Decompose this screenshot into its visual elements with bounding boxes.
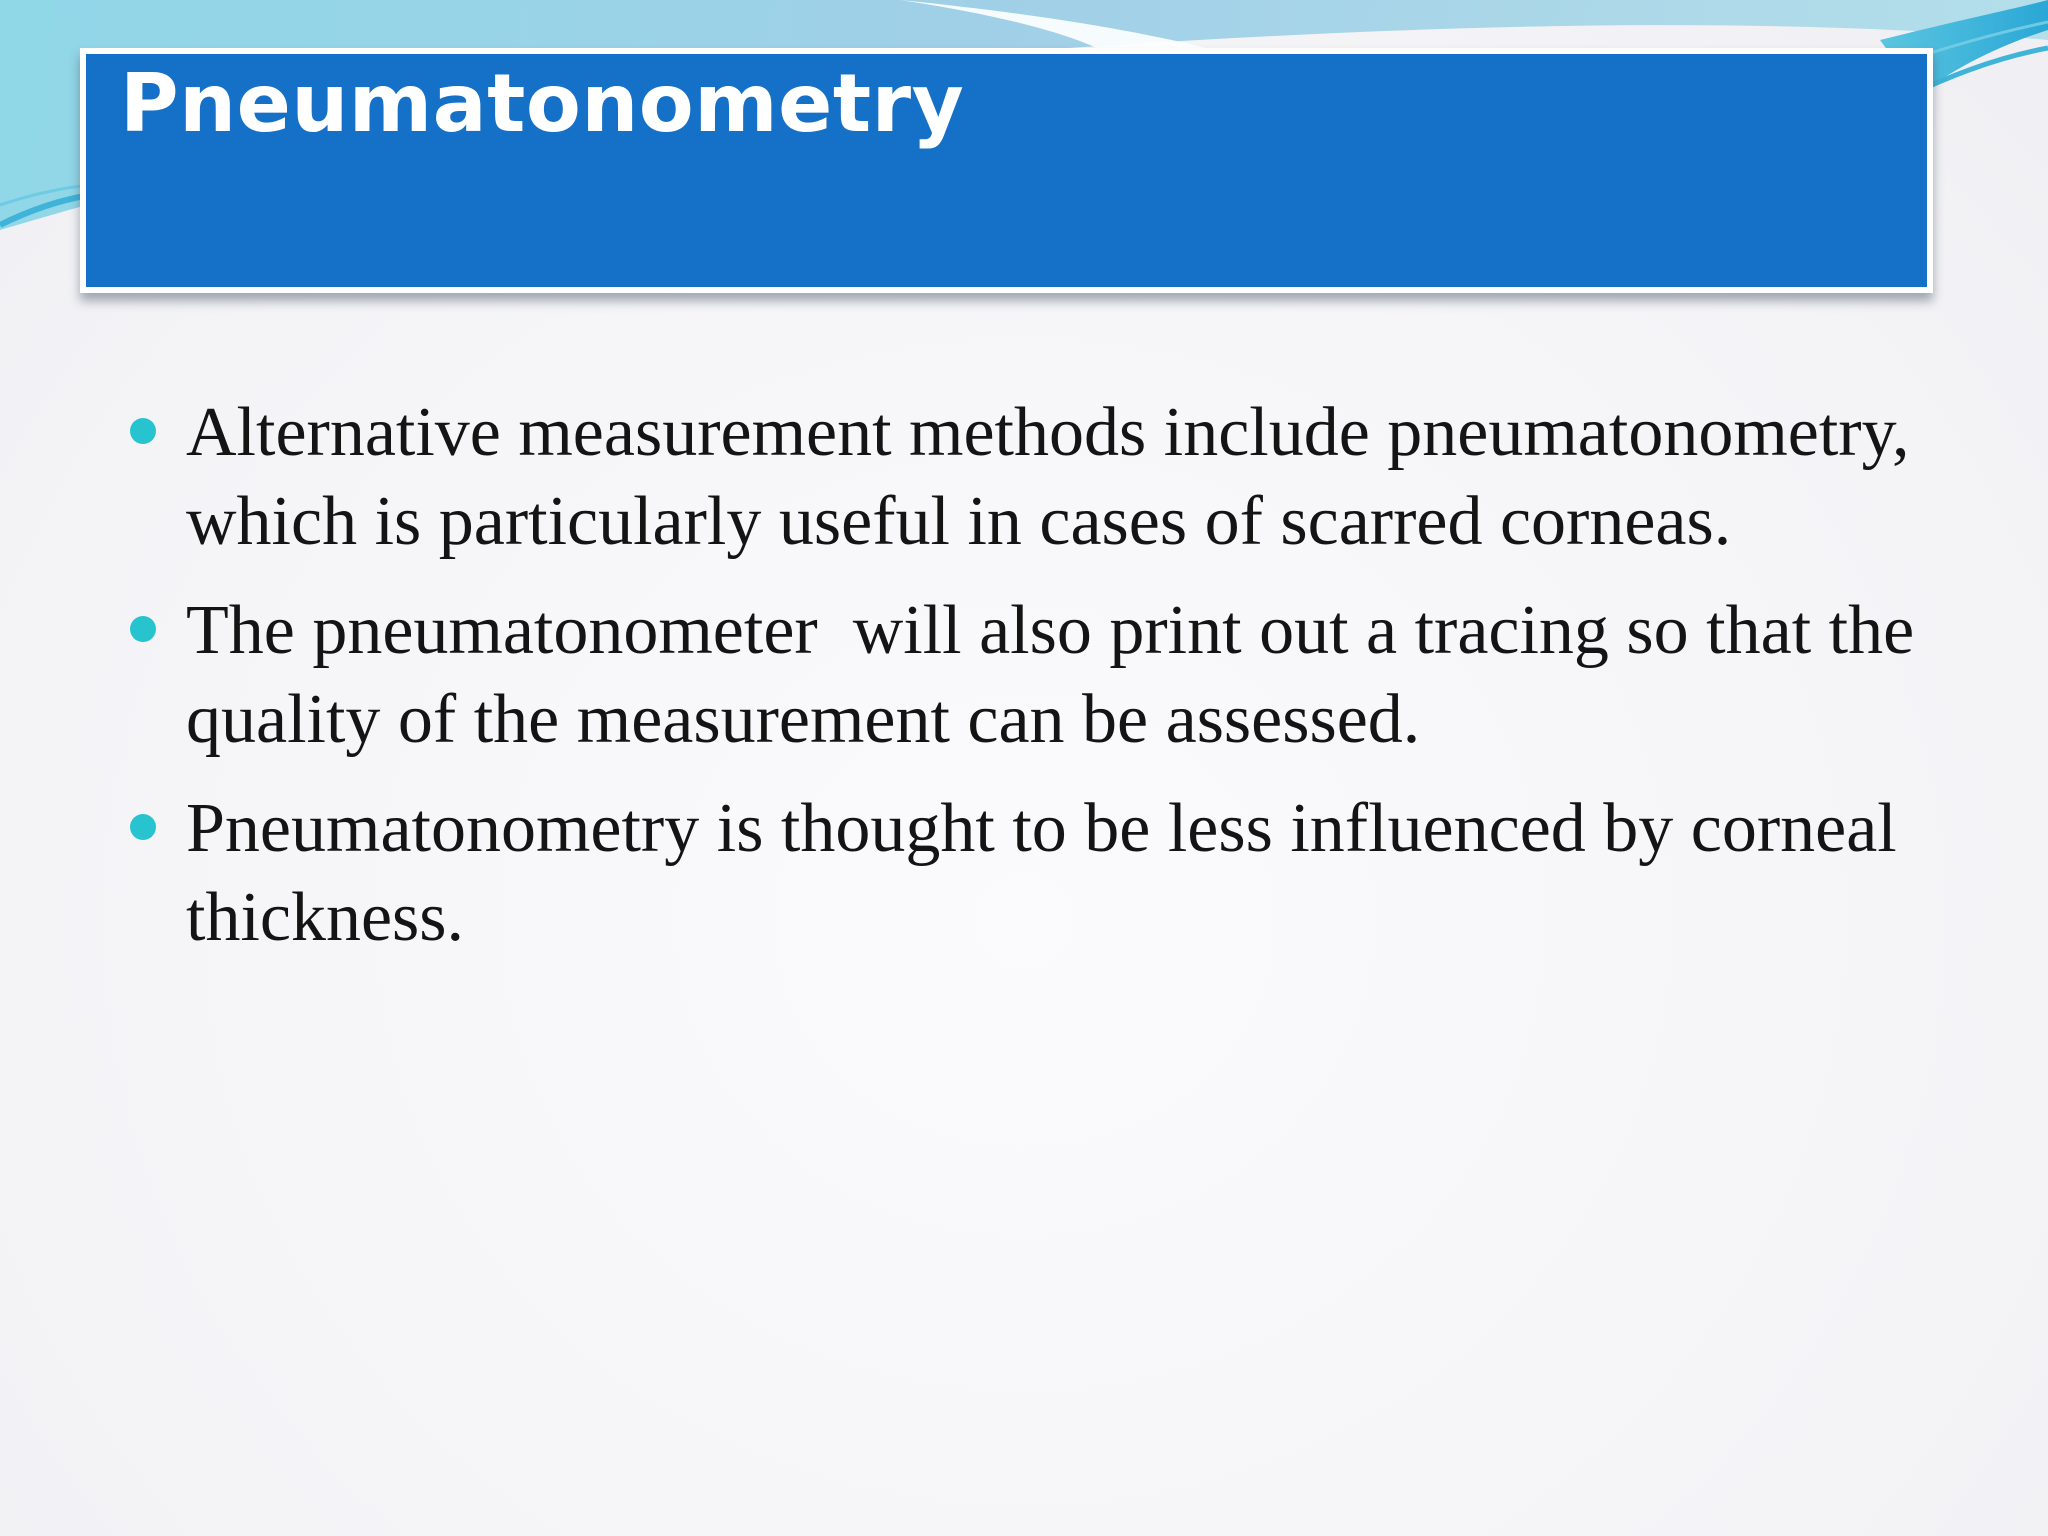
bullet-item (130, 388, 1930, 566)
bullet-item (130, 784, 1930, 962)
bullet-icon (130, 814, 156, 840)
bullet-icon (130, 418, 156, 444)
bullet-text: Pneumatonometry is thought to be less influenced by corneal thickness. (186, 790, 1897, 956)
bullet-item (130, 586, 1930, 764)
bullet-text: Alternative measurement methods include pneumatonometry, which is particularly useful in cases of scarred corneas. (186, 394, 1910, 560)
bullet-text: The pneumatonometer will also print out a tracing so that the quality of the measurement can be assessed. (186, 592, 1932, 758)
bullet-list (130, 388, 1930, 982)
slide-title: Pneumatonometry (120, 57, 965, 150)
bullet-icon (130, 616, 156, 642)
title-bar (80, 48, 1933, 293)
